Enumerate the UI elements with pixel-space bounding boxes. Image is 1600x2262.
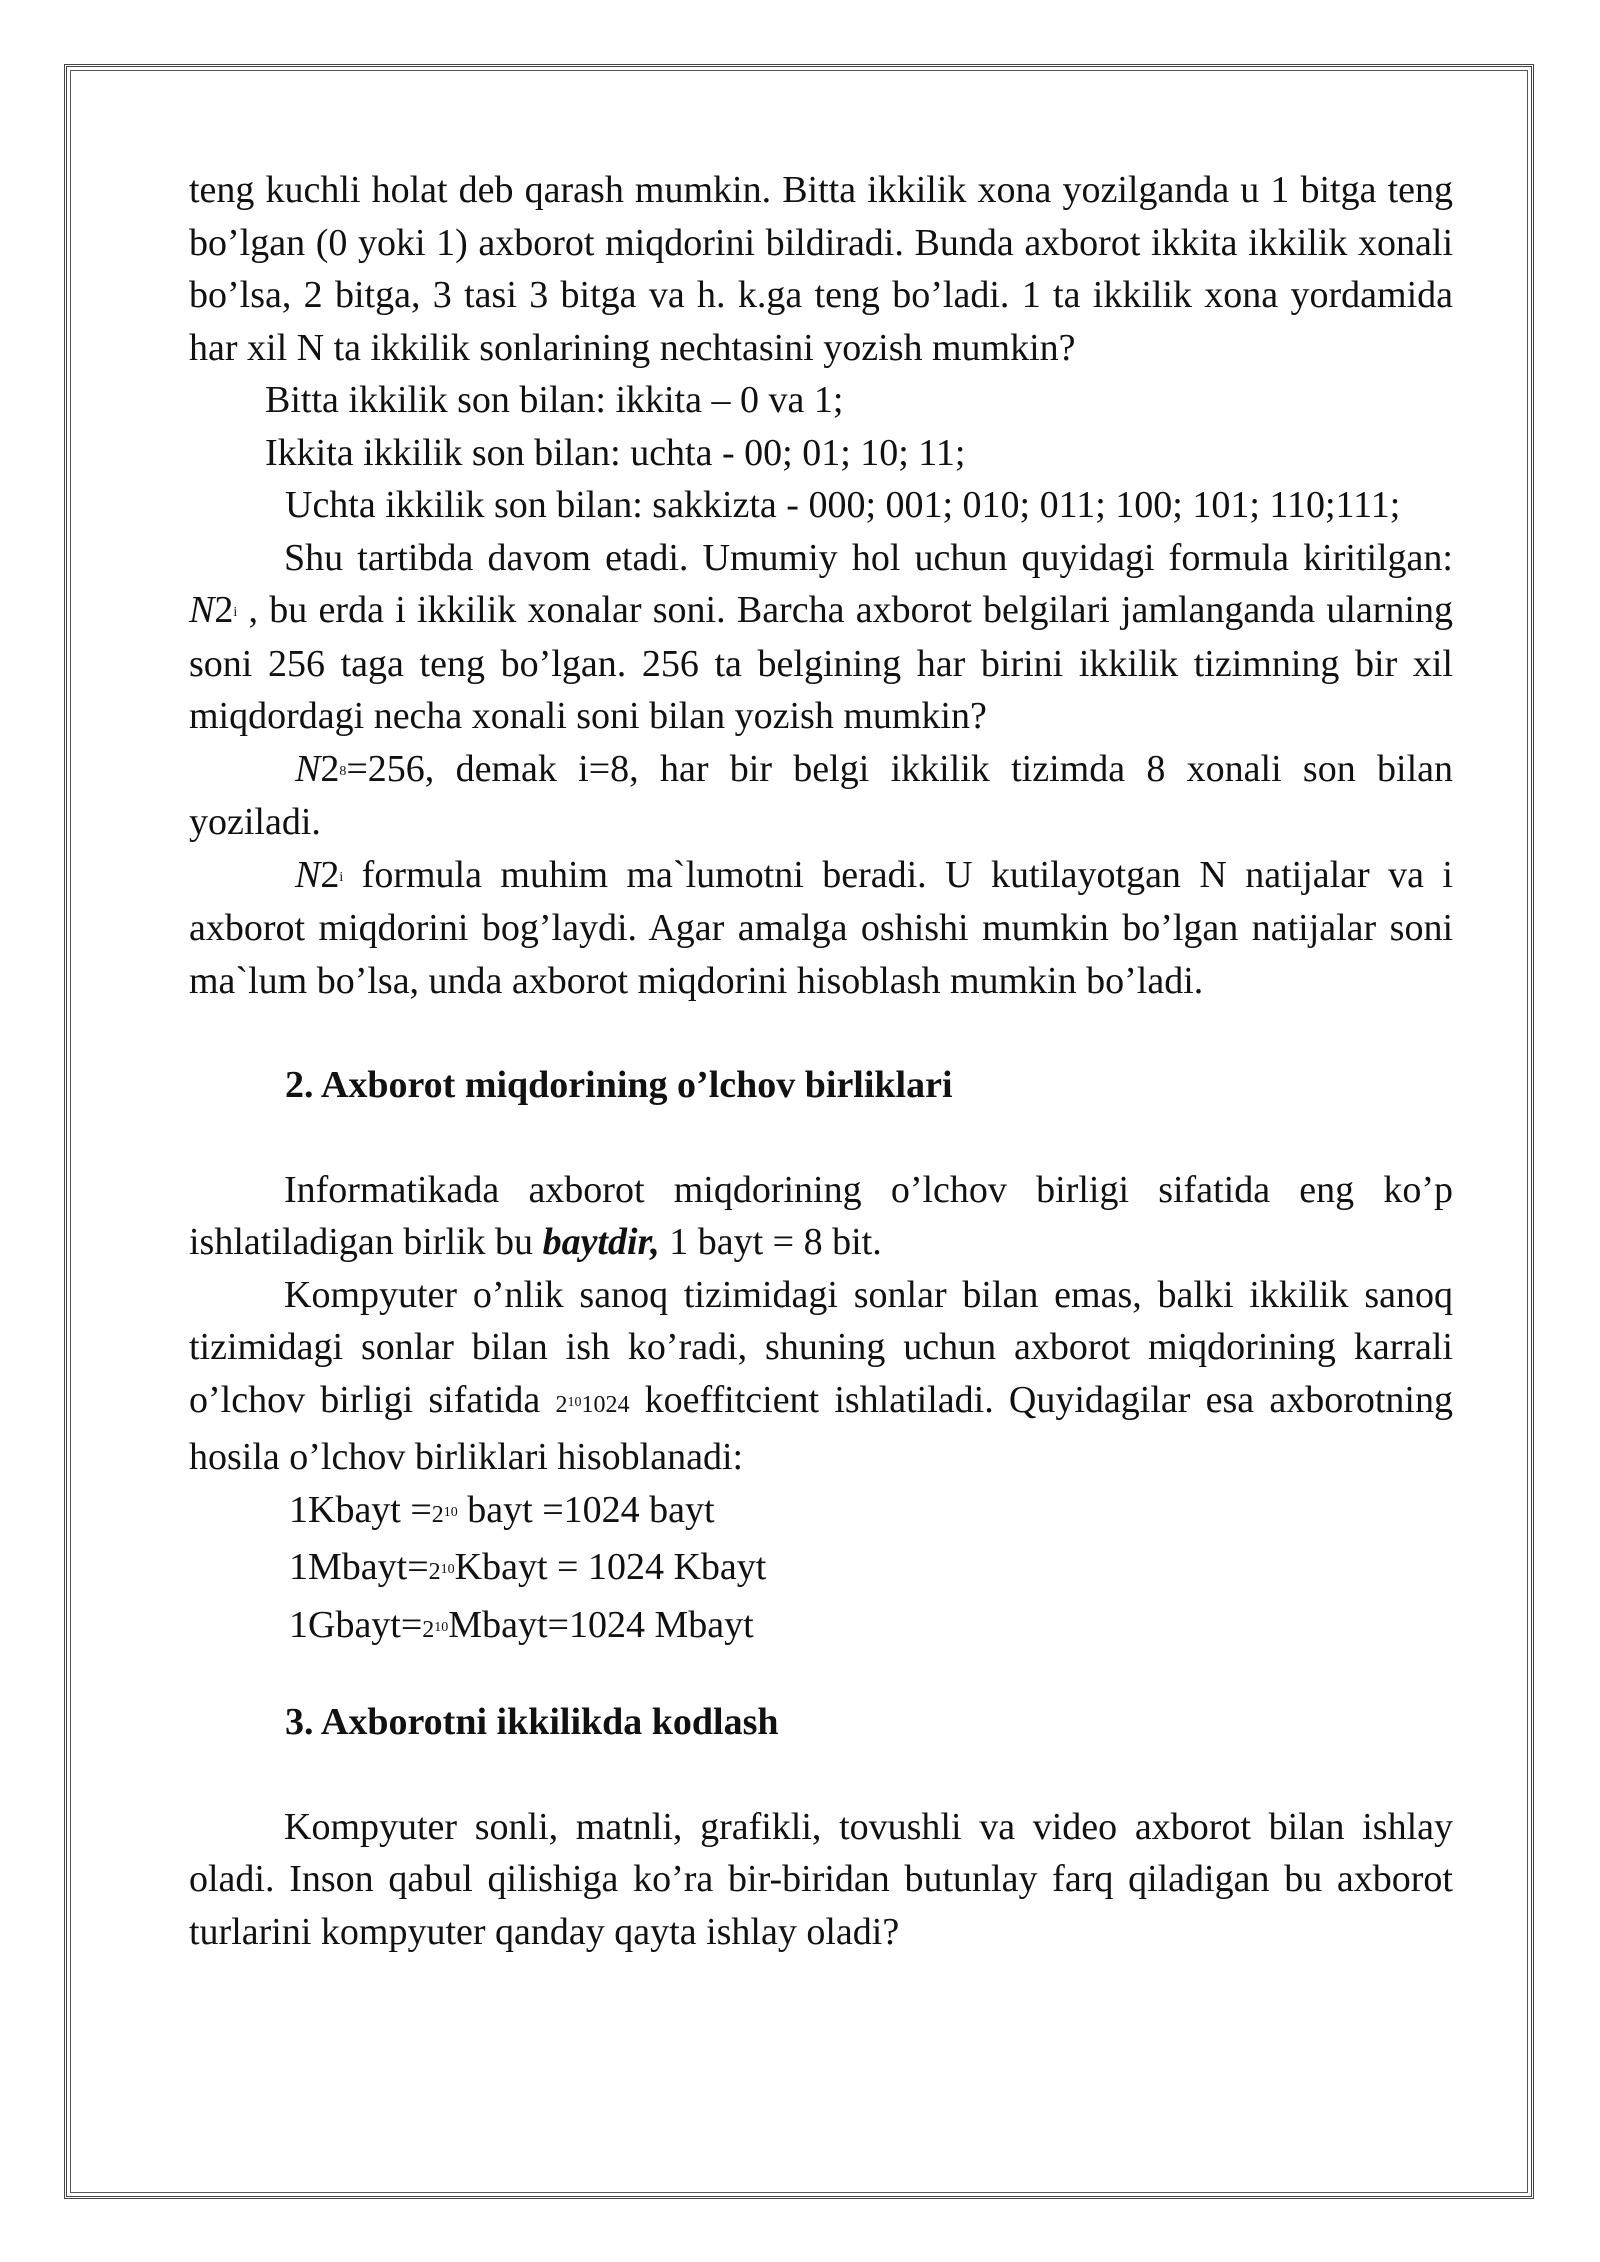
paragraph-formula-meaning	[189, 849, 1453, 1008]
formula-base: 2	[428, 1559, 441, 1585]
formula-variable: N	[295, 747, 321, 790]
formula-exponent: i	[233, 605, 238, 620]
unit-line-gbayt	[189, 1599, 1453, 1657]
paragraph-bayt	[189, 1164, 1453, 1269]
text-fragment: Mbayt=1024 Mbayt	[448, 1603, 754, 1646]
text-fragment: bayt =1024 bayt	[457, 1488, 715, 1531]
text-fragment: Kbayt = 1024 Kbayt	[454, 1546, 767, 1588]
text-fragment: Kompyuter o’nlik sanoq tizimidagi sonlar bilan emas, balki ikkilik sanoq tizimidagi sonlar bilan ish ko’radi, shuning uchun axborot miqdorining karrali o’lchov birligi sifatida	[189, 1273, 1453, 1421]
paragraph-multiples	[189, 1269, 1453, 1484]
formula-base: 2	[214, 589, 234, 631]
list-line-3: Uchta ikkilik son bilan: sakkizta - 000; 001; 010; 011; 100; 101; 110;111;	[285, 484, 1401, 526]
formula-inline	[189, 589, 237, 631]
formula-exponent: 8	[339, 763, 347, 779]
spacer	[189, 1112, 1453, 1164]
formula-base: 2	[431, 1501, 444, 1528]
list-line-2: Ikkita ikkilik son bilan: uchta - 00; 01; 10; 11;	[265, 431, 966, 474]
text-fragment: 1Gbayt=	[289, 1603, 423, 1646]
document-body	[189, 164, 1453, 1958]
text-fragment: Informatikada axborot miqdorining o’lchov birligi sifatida eng ko’p ishlatiladigan birlik bu	[189, 1168, 1453, 1263]
section-heading-3: 3. Axborotni ikkilikda kodlash	[285, 1701, 779, 1743]
formula-exponent: 10	[443, 1504, 458, 1520]
text-fragment: =256, demak i=8, har bir belgi ikkilik tizimda 8 xonali son bilan yoziladi.	[189, 747, 1453, 843]
spacer	[189, 1656, 1453, 1696]
list-line-1: Bitta ikkilik son bilan: ikkita – 0 va 1;	[265, 379, 844, 421]
emphasis-term: baytdir,	[542, 1221, 660, 1263]
paragraph-coding: Kompyuter sonli, matnli, grafikli, tovushli va video axborot bilan ishlay oladi. Inson qabul qilishiga ko’ra bir-biridan butunlay farq qiladigan bu axborot turlarini kompyuter qanday qayta ishlay oladi?	[189, 1805, 1453, 1953]
formula-exponent: 10	[567, 1394, 582, 1410]
formula-base: 2	[422, 1616, 435, 1643]
unit-line-kbayt	[189, 1484, 1453, 1542]
formula-exponent: 10	[434, 1619, 449, 1635]
paragraph-formula	[189, 532, 1453, 743]
text-fragment: Shu tartibda davom etadi. Umumiy hol uchun quyidagi formula kiritilgan:	[284, 536, 1453, 579]
spacer	[189, 1749, 1453, 1801]
paragraph-256	[189, 743, 1453, 849]
formula-variable: N	[295, 853, 321, 896]
formula-exponent: i	[339, 869, 344, 885]
formula-base: 2	[320, 747, 340, 790]
text-fragment: formula muhim ma`lumotni beradi. U kutilayotgan N natijalar va i axborot miqdorini bog’laydi. Agar amalga oshishi mumkin bo’lgan natijalar soni ma`lum bo’lsa, unda axborot miqdorini hisoblash mumkin bo’ladi.	[189, 853, 1453, 1002]
formula-base: 2	[555, 1391, 568, 1418]
section-heading-2: 2. Axborot miqdorining o’lchov birliklari	[285, 1064, 953, 1106]
paragraph-intro: teng kuchli holat deb qarash mumkin. Bitta ikkilik xona yozilganda u 1 bitga teng bo’lgan (0 yoki 1) axborot miqdorini bildiradi. Bunda axborot ikkita ikkilik xonali bo’lsa, 2 bitga, 3 tasi 3 bitga va h. k.ga teng bo’ladi. 1 ta ikkilik xona yordamida har xil N ta ikkilik sonlarining nechtasini yozish mumkin?	[189, 169, 1453, 369]
text-fragment: koeffitcient ishlatiladi. Quyidagilar esa axborotning hosila o’lchov birliklari hisoblanadi:	[189, 1378, 1453, 1478]
text-fragment: 1Mbayt=	[289, 1546, 429, 1588]
spacer	[189, 1007, 1453, 1059]
formula-exponent: 10	[440, 1562, 455, 1577]
formula-base: 2	[320, 853, 340, 896]
formula-value: 1024	[581, 1391, 630, 1418]
text-fragment: 1 bayt = 8 bit.	[659, 1221, 882, 1263]
text-fragment: , bu erda i ikkilik xonalar soni. Barcha axborot belgilari jamlanganda ularning soni 256 taga teng bo’lgan. 256 ta belgining har birini ikkilik tizimning bir xil miqdordagi necha xonali soni bilan yozish mumkin?	[189, 589, 1453, 737]
unit-line-mbayt	[189, 1541, 1453, 1599]
text-fragment: 1Kbayt =	[289, 1488, 432, 1531]
formula-variable: N	[189, 589, 215, 631]
